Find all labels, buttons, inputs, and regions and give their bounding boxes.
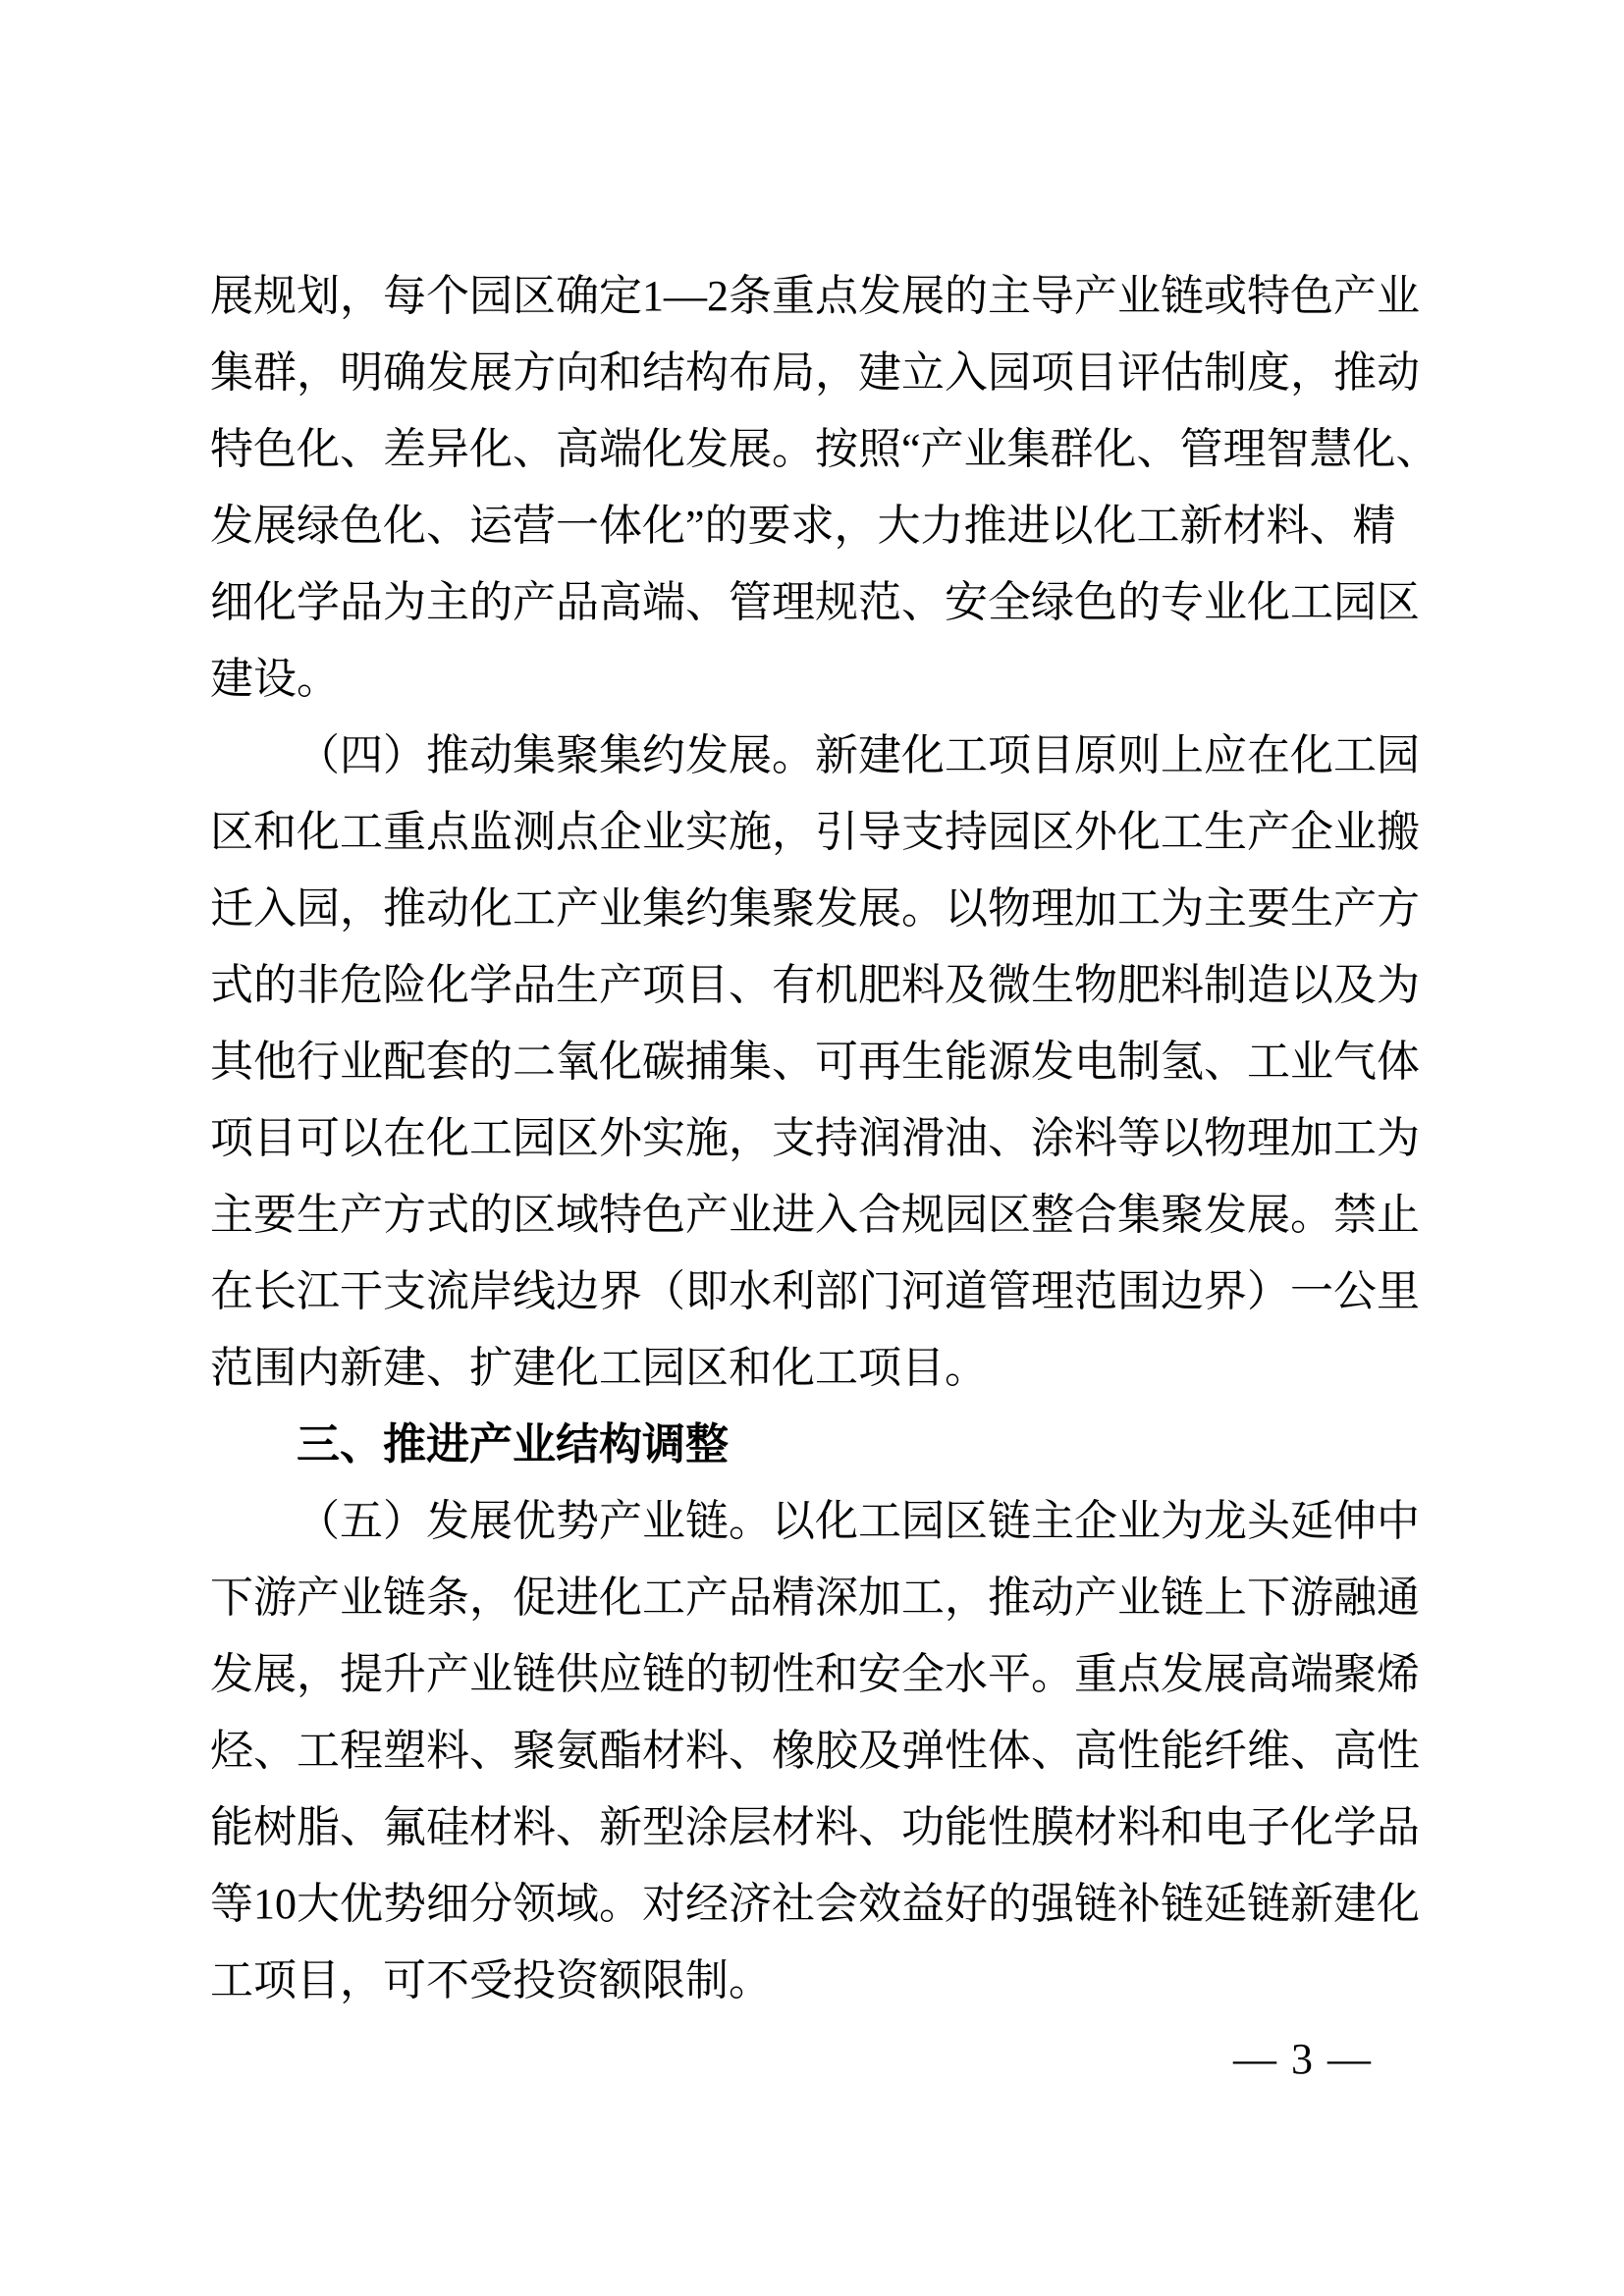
text-line: 集群，明确发展方向和结构布局，建立入园项目评估制度，推动 bbox=[210, 348, 1420, 397]
text-line: 下游产业链条，促进化工产品精深加工，推动产业链上下游融通 bbox=[210, 1574, 1420, 1622]
text-line: 区和化工重点监测点企业实施，引导支持园区外化工生产企业搬 bbox=[210, 808, 1420, 856]
text-line: 特色化、差异化、高端化发展。按照“产业集群化、管理智慧化、 bbox=[210, 425, 1439, 473]
paragraph-start-line: （五）发展优势产业链。以化工园区链主企业为龙头延伸中 bbox=[297, 1497, 1420, 1545]
text-line: 工项目，可不受投资额限制。 bbox=[210, 1956, 772, 2004]
text-line: 建设。 bbox=[210, 655, 340, 703]
text-line: 在长江干支流岸线边界（即水利部门河道管理范围边界）一公里 bbox=[210, 1267, 1420, 1315]
text-line: 式的非危险化学品生产项目、有机肥料及微生物肥料制造以及为 bbox=[210, 961, 1420, 1009]
text-line: 细化学品为主的产品高端、管理规范、安全绿色的专业化工园区 bbox=[210, 578, 1420, 626]
text-line: 发展，提升产业链供应链的韧性和安全水平。重点发展高端聚烯 bbox=[210, 1650, 1420, 1698]
body-text-block bbox=[210, 258, 1439, 2019]
paragraph-start-line: （四）推动集聚集约发展。新建化工项目原则上应在化工园 bbox=[297, 731, 1420, 779]
section-heading: 三、推进产业结构调整 bbox=[297, 1420, 729, 1468]
page-number: — 3 — bbox=[1233, 2035, 1373, 2083]
text-line: 等10大优势细分领域。对经济社会效益好的强链补链延链新建化 bbox=[210, 1880, 1420, 1928]
text-line: 迁入园，推动化工产业集约集聚发展。以物理加工为主要生产方 bbox=[210, 884, 1420, 933]
text-line: 项目可以在化工园区外实施，支持润滑油、涂料等以物理加工为 bbox=[210, 1114, 1420, 1162]
text-line: 展规划，每个园区确定1—2条重点发展的主导产业链或特色产业 bbox=[210, 272, 1420, 320]
text-line: 范围内新建、扩建化工园区和化工项目。 bbox=[210, 1344, 988, 1392]
text-line: 主要生产方式的区域特色产业进入合规园区整合集聚发展。禁止 bbox=[210, 1191, 1420, 1239]
text-line: 能树脂、氟硅材料、新型涂层材料、功能性膜材料和电子化学品 bbox=[210, 1803, 1420, 1851]
text-line: 其他行业配套的二氧化碳捕集、可再生能源发电制氢、工业气体 bbox=[210, 1038, 1420, 1086]
text-line: 发展绿色化、运营一体化”的要求，大力推进以化工新材料、精 bbox=[210, 502, 1396, 550]
text-line: 烃、工程塑料、聚氨酯材料、橡胶及弹性体、高性能纤维、高性 bbox=[210, 1727, 1420, 1775]
